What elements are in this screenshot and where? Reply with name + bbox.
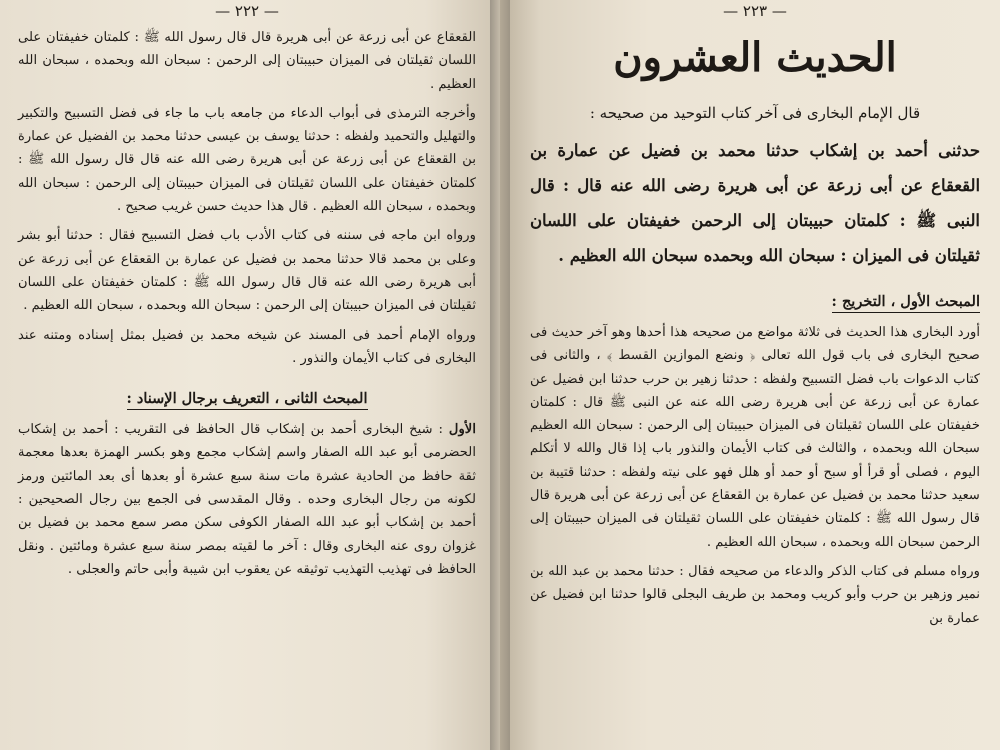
left-paragraph-1: القعقاع عن أبى زرعة عن أبى هريرة قال قال رسول الله ﷺ : كلمتان خفيفتان على اللسان ثقيلتان فى الميزان حبيبتان إلى الرحمن : سبحان الله وبحمده ، سبحان الله العظيم .	[18, 30, 476, 92]
left-paragraph-2: وأخرجه الترمذى فى أبواب الدعاء من جامعه باب ما جاء فى فضل التسبيح والتكبير والتهليل والتحميد ولفظه : حدثنا يوسف بن عيسى حدثنا محمد بن الفضيل عن عمارة بن القعقاع عن أبى زرعة عن أبى هريرة رضى الله عنه قال قال رسول الله ﷺ : كلمتان خفيفتان على اللسان ثقيلتان فى الميزان حبيبتان إلى الرحمن : سبحان الله وبحمده ، سبحان الله العظيم . قال هذا حديث حسن غريب صحيح .	[18, 105, 476, 215]
left-paragraph-5	[18, 418, 476, 581]
left-section-heading: المبحث الثانى ، التعريف برجال الإسناد :	[127, 390, 368, 410]
right-section-heading: المبحث الأول ، التخريج :	[832, 293, 980, 313]
first-narrator-label: الأول	[448, 422, 476, 438]
right-paragraph-1: أورد البخارى هذا الحديث فى ثلاثة مواضع من صحيحه هذا أحدها وهو آخر حديث فى صحيح البخارى فى باب قول الله تعالى ﴿ ونضع الموازين القسط ﴾ ، والثانى فى كتاب الدعوات باب فضل التسبيح ولفظه : حدثنا زهير بن حرب حدثنا ابن فضيل عن عمارة عن أبى زرعة عن أبى هريرة رضى الله عنه عن النبى ﷺ قال : كلمتان خفيفتان على اللسان ثقيلتان فى الميزان حبيبتان إلى الرحمن : سبحان الله العظيم سبحان الله وبحمده ، والثالث فى كتاب الأيمان والنذور باب إذا قال والله لا أتكلم اليوم ، فصلى أو قرأ أو سبح أو حمد أو هلل فهو على نيته ولفظه : حدثنا قتيبة بن سعيد حدثنا محمد بن فضيل عن عمارة بن القعقاع عن أبى زرعة عن أبى هريرة قال قال رسول الله ﷺ : كلمتان خفيفتان على اللسان ثقيلتان فى الميزان حبيبتان إلى الرحمن سبحان الله وبحمده ، سبحان الله العظيم .	[530, 325, 980, 550]
hadith-intro: قال الإمام البخارى فى آخر كتاب التوحيد من صحيحه :	[589, 104, 921, 122]
first-narrator-text: : شيخ البخارى أحمد بن إشكاب قال الحافظ فى التقريب : أحمد بن إشكاب الحضرمى أبو عبد الله الصفار واسم إشكاب مجمع وهو بكسر الهمزة بعدها معجمة ثقة حافظ من الحادية عشرة مات سنة سبع عشرة أو بعدها أى بعد المائتين ورمز لكونه من رجال البخارى وحده . وقال المقدسى فى الجمع بين رجال الصحيحين : أحمد بن إشكاب أبو عبد الله الصفار الكوفى سكن مصر سمع محمد بن فضيل بن غزوان روى عنه البخارى وقال : آخر ما لقيته بمصر سنة سبع عشرة ومائتين . ونقل الحافظ فى تهذيب التهذيب توثيقه عن يعقوب ابن شيبة وأبى حاتم والعجلى .	[18, 422, 476, 577]
right-page	[500, 0, 1000, 750]
right-page-number: — ٢٢٣ —	[723, 2, 787, 20]
hadith-title: الحديث العشرون	[613, 34, 897, 81]
left-paragraph-3: ورواه ابن ماجه فى سننه فى كتاب الأدب باب فضل التسبيح فقال : حدثنا أبو بشر وعلى بن محمد قالا حدثنا محمد بن فضيل عن عمارة بن القعقاع عن أبى زرعة عن أبى هريرة رضى الله عنه قال قال رسول الله ﷺ : كلمتان خفيفتان على اللسان ثقيلتان فى الميزان حبيبتان إلى الرحمن : سبحان الله وبحمده ، سبحان الله العظيم .	[18, 228, 476, 314]
left-paragraph-4: ورواه الإمام أحمد فى المسند عن شيخه محمد بن فضيل بمثل إسناده ومتنه عند البخارى فى كتاب الأيمان والنذور .	[18, 327, 476, 366]
hadith-text: حدثنى أحمد بن إشكاب حدثنا محمد بن فضيل عن عمارة بن القعقاع عن أبى زرعة عن أبى هريرة رضى الله عنه قال : قال النبى ﷺ : كلمتان حبيبتان إلى الرحمن خفيفتان على اللسان ثقيلتان فى الميزان : سبحان الله وبحمده سبحان الله العظيم .	[530, 141, 980, 265]
left-page-number: — ٢٢٢ —	[215, 2, 279, 20]
book-gutter-shadow	[490, 0, 510, 750]
right-paragraph-2: ورواه مسلم فى كتاب الذكر والدعاء من صحيحه فقال : حدثنا محمد بن عبد الله بن نمير وزهير بن حرب وأبو كريب ومحمد بن طريف البجلى قالوا حدثنا ابن فضيل عن عمارة بن	[530, 563, 980, 626]
